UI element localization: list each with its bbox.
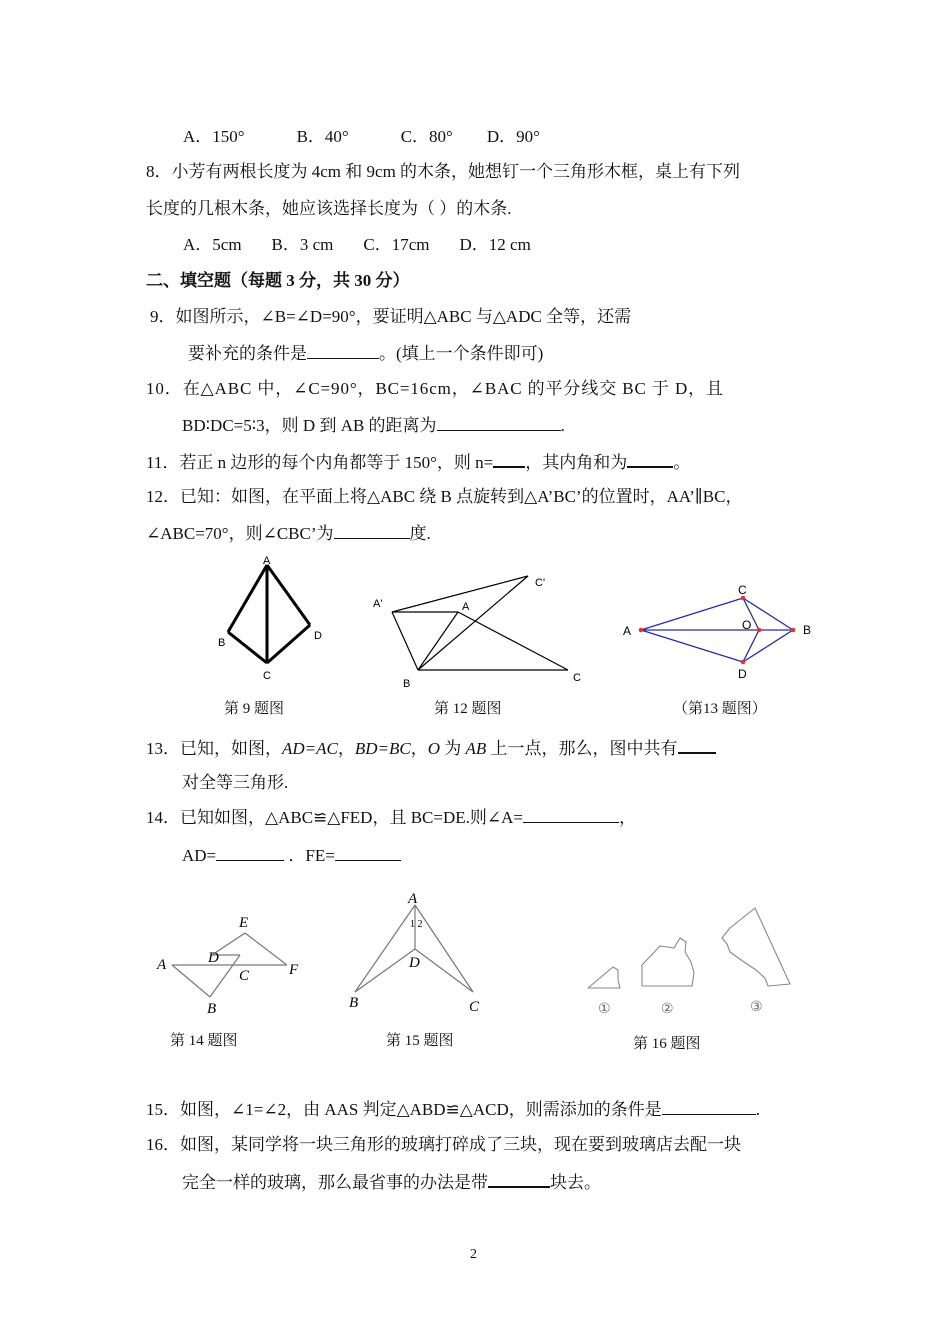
q13-answer-blank[interactable] [678,736,716,754]
q13-line2: 对全等三角形. [182,773,289,792]
q13-ad-ac: AD=AC [282,739,338,758]
fig14-label-c: C [239,968,250,984]
fig15-label-a: A [408,891,418,907]
q8-option-d: D．12 cm [459,235,531,254]
fig15-edge-a-b [355,905,415,992]
q7-option-a: A．150° [183,127,245,146]
fig9-edge-ad [267,565,310,625]
q13-sep1: ， [337,739,355,758]
q7-option-c: C．80° [400,127,453,146]
q13-mid: 为 [440,739,466,758]
q16-line2 [182,1170,601,1194]
fig12-label-c: C [573,672,581,684]
q14-line1-pre: 14．已知如图，△ABC≌△FED，且 BC=DE.则∠A= [146,808,523,827]
q8-option-c: C．17cm [363,235,430,254]
fig9-label-d: D [314,630,322,642]
fig13-label-c: C [738,583,747,597]
q15-answer-blank[interactable] [662,1098,756,1115]
fig15-label-d: D [409,955,420,971]
q9-answer-blank[interactable] [307,342,379,359]
fig13-edge-a-d [641,630,743,662]
q9-line2-pre: 要补充的条件是 [188,344,307,363]
q13-pre: 13．已知，如图， [146,739,282,758]
q11-sum-blank[interactable] [627,450,673,468]
q16-answer-blank[interactable] [488,1170,550,1188]
q14-fe-blank[interactable] [335,844,401,861]
fig9-label-c: C [263,670,271,682]
fig16-caption: 第 16 题图 [633,1036,701,1052]
fig14-caption: 第 14 题图 [170,1033,238,1049]
q7-option-b: B．40° [296,127,349,146]
q14-ad-blank[interactable] [216,844,284,861]
q14-line2 [182,844,401,867]
q7-option-d: D．90° [486,127,540,146]
q11-line [146,450,690,474]
fig14-edge-e-f [245,933,287,965]
fig13-label-d: D [738,667,747,681]
fig16-label-3: ③ [750,998,763,1014]
fig15-label-c: C [469,999,480,1015]
fig9-label-a: A [263,555,271,567]
q15-post: . [755,1100,761,1119]
q14-angle-a-blank[interactable] [523,806,619,823]
figure-15 [340,885,500,1015]
fig9-edge-bc [228,632,267,663]
q13-line1 [146,736,716,760]
fig12-label-a: A [462,601,470,613]
fig12-label-aprime: A' [373,598,383,610]
figure-14 [150,905,325,1020]
fig13-label-b: B [803,623,812,637]
section-2-heading: 二、填空题（每题 3 分，共 30 分） [146,271,410,290]
fig9-edge-ab [228,565,267,632]
fig14-label-e: E [239,915,249,931]
q16-line2-post: 块去。 [550,1173,601,1192]
fig13-edge-a-c [641,598,743,630]
q10-line1: 10．在△ABC 中，∠C=90°，BC=16cm，∠BAC 的平分线交 BC 于 D，且 [146,379,724,398]
fig9-edge-dc [267,625,310,663]
q9-line2-post: 。(填上一个条件即可) [379,344,544,363]
fig16-label-2: ② [661,1000,674,1016]
q10-line2-post: . [560,416,565,435]
fig13-point-b [791,628,796,633]
q10-answer-blank[interactable] [437,414,561,431]
fig15-edge-a-c [415,905,473,992]
fig15-label-angles: 1 2 [410,919,423,930]
q9-line2 [188,342,543,365]
fig14-label-d: D [208,950,219,966]
fig14-label-b: B [207,1001,217,1017]
fig15-edge-d-b [355,949,415,992]
fig13-point-o [757,628,762,633]
fig14-label-f: F [289,962,299,978]
fig16-piece-3 [722,908,790,986]
q8-line1: 8．小芳有两根长度为 4cm 和 9cm 的木条，她想钉一个三角形木框，桌上有下列 [146,162,741,181]
q12-answer-blank[interactable] [334,522,410,539]
fig13-point-a [639,628,644,633]
q8-line2: 长度的几根木条，她应该选择长度为（ ）的木条. [146,199,512,218]
q16-line2-pre: 完全一样的玻璃，那么最省事的办法是带 [182,1173,488,1192]
q12-line2-pre: ∠ABC=70°，则∠CBC’为 [146,524,334,543]
figure-13 [615,580,825,680]
fig13-label-o: O [742,618,752,632]
fig14-edge-a-b [172,965,210,997]
q13-bd-bc: BD=BC [354,739,411,758]
q11-n-blank[interactable] [493,450,525,468]
fig16-piece-1 [588,967,620,988]
fig15-caption: 第 15 题图 [386,1033,454,1049]
q15-line [146,1098,760,1121]
q12-line2-post: 度. [409,524,431,543]
q8-option-b: B．3 cm [271,235,334,254]
q16-line1: 16．如图，某同学将一块三角形的玻璃打碎成了三块，现在要到玻璃店去配一块 [146,1135,741,1154]
fig12-edge-a-c [458,612,568,670]
q8-options [183,234,569,256]
fig13-caption: （第13 题图） [673,701,767,717]
fig13-label-a: A [623,624,632,638]
fig15-edge-d-c [415,949,473,992]
q13-sep2: ， [410,739,428,758]
q11-mid: ，其内角和为 [525,453,628,472]
fig15-label-b: B [349,995,359,1011]
page-number: 2 [470,1247,477,1262]
q14-line1-post: ， [619,808,636,827]
q7-options [183,126,578,148]
q13-post: 上一点，那么，图中共有 [486,739,678,758]
q14-line1 [146,806,636,829]
q13-o: O [427,739,440,758]
q11-post: 。 [673,453,691,472]
q14-ad-label: AD= [182,846,217,865]
q12-line2 [146,522,431,545]
fig12-caption: 第 12 题图 [434,701,502,717]
q8-option-a: A．5cm [183,235,242,254]
fig12-label-b: B [403,678,411,690]
fig12-edge-aprime-b [392,612,418,670]
fig13-point-d [741,660,746,665]
q15-pre: 15．如图，∠1=∠2，由 AAS 判定△ABD≌△ACD，则需添加的条件是 [146,1100,662,1119]
q10-line2 [182,414,565,437]
figure-16 [580,900,810,1025]
figure-9 [210,555,330,690]
figure-12 [370,570,595,695]
fig9-label-b: B [218,637,226,649]
q13-ab: AB [465,739,487,758]
q9-line1: 9．如图所示，∠B=∠D=90°，要证明△ABC 与△ADC 全等，还需 [150,307,632,326]
fig14-label-a: A [157,957,167,973]
q11-pre: 11．若正 n 边形的每个内角都等于 150°，则 n= [146,453,494,472]
fig12-label-cprime: C' [535,577,546,589]
fig16-label-1: ① [598,1000,611,1016]
q10-line2-pre: BD∶DC=5∶3，则 D 到 AB 的距离为 [182,416,437,435]
fig9-caption: 第 9 题图 [224,701,285,717]
fig16-piece-2 [642,938,694,986]
q14-fe-label: ．FE= [284,846,335,865]
q12-line1: 12．已知：如图，在平面上将△ABC 绕 B 点旋转到△A’BC’的位置时，AA’∥BC， [146,487,743,506]
